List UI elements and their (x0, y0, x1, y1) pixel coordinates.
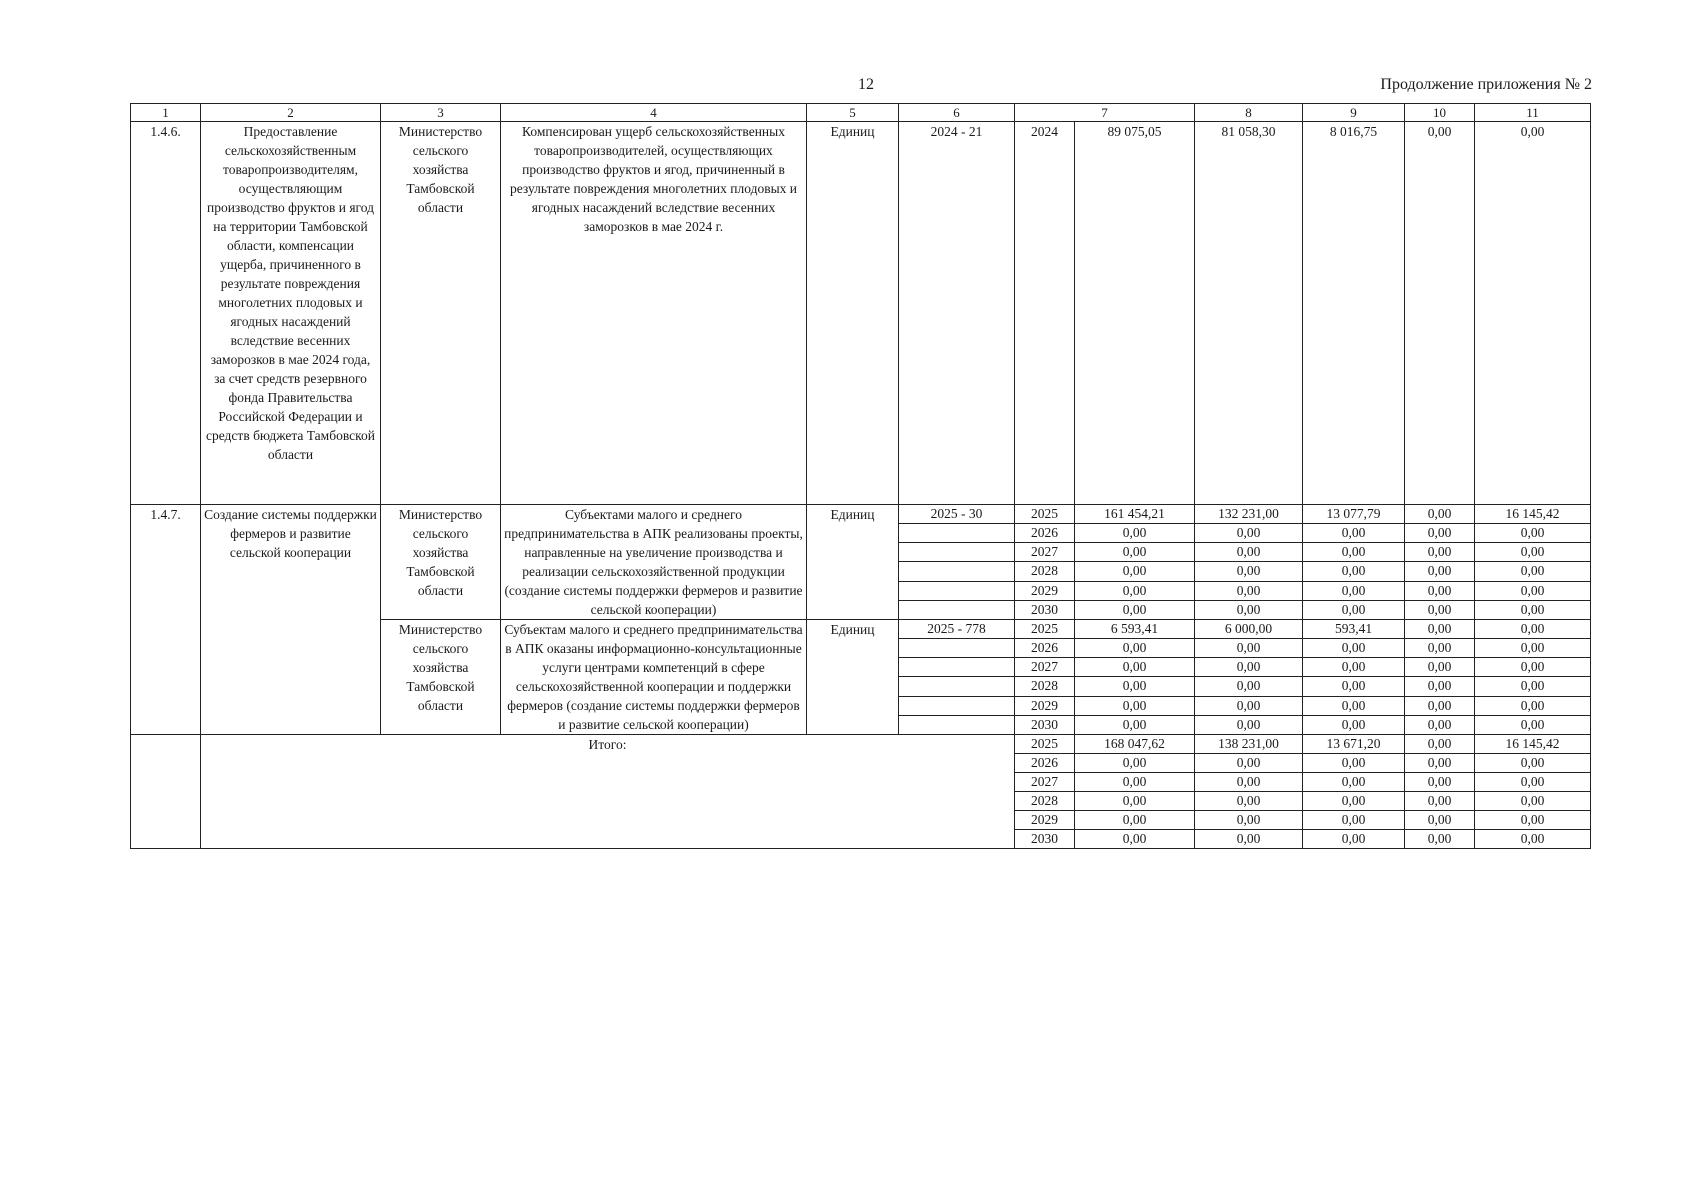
value-col-9: 0,00 (1303, 830, 1405, 849)
value-col-7: 0,00 (1075, 792, 1195, 811)
value-col-7: 0,00 (1075, 562, 1195, 581)
year-cell: 2025 (1015, 620, 1075, 639)
target-empty (899, 639, 1015, 658)
column-number-row (131, 104, 1591, 122)
col-header-7: 7 (1015, 104, 1195, 122)
value-col-10: 0,00 (1405, 830, 1475, 849)
measure-name: Создание системы поддержки фермеров и развитие сельской кооперации (201, 505, 381, 735)
value-col-7: 89 075,05 (1075, 122, 1195, 505)
value-col-7: 0,00 (1075, 773, 1195, 792)
col-header-2: 2 (201, 104, 381, 122)
value-col-11: 0,00 (1475, 620, 1591, 639)
year-cell: 2026 (1015, 524, 1075, 543)
value-col-7: 0,00 (1075, 811, 1195, 830)
value-col-11: 0,00 (1475, 811, 1591, 830)
value-col-9: 0,00 (1303, 677, 1405, 696)
value-col-8: 0,00 (1195, 581, 1303, 600)
target-value: 2025 - 778 (899, 620, 1015, 639)
value-col-10: 0,00 (1405, 620, 1475, 639)
value-col-8: 0,00 (1195, 524, 1303, 543)
appendix-table (130, 103, 1591, 849)
result-description: Субъектами малого и среднего предпринимательства в АПК реализованы проекты, направленные на увеличение производства и реализации сельскохозяйственной продукции (создание системы поддержки фермеров и развитие сельской кооперации) (501, 505, 807, 620)
row-code: 1.4.7. (131, 505, 201, 735)
value-col-8: 0,00 (1195, 696, 1303, 715)
unit: Единиц (807, 122, 899, 505)
col-header-3: 3 (381, 104, 501, 122)
value-col-11: 0,00 (1475, 830, 1591, 849)
value-col-9: 0,00 (1303, 581, 1405, 600)
value-col-8: 138 231,00 (1195, 735, 1303, 754)
value-col-9: 0,00 (1303, 696, 1405, 715)
value-col-10: 0,00 (1405, 792, 1475, 811)
value-col-9: 13 077,79 (1303, 505, 1405, 524)
value-col-10: 0,00 (1405, 600, 1475, 619)
value-col-10: 0,00 (1405, 524, 1475, 543)
value-col-10: 0,00 (1405, 562, 1475, 581)
year-cell: 2027 (1015, 543, 1075, 562)
value-col-8: 81 058,30 (1195, 122, 1303, 505)
value-col-10: 0,00 (1405, 811, 1475, 830)
year-cell: 2028 (1015, 677, 1075, 696)
unit: Единиц (807, 505, 899, 620)
value-col-11: 0,00 (1475, 639, 1591, 658)
target-empty (899, 562, 1015, 581)
value-col-8: 0,00 (1195, 754, 1303, 773)
target-empty (899, 658, 1015, 677)
value-col-8: 0,00 (1195, 600, 1303, 619)
value-col-9: 593,41 (1303, 620, 1405, 639)
value-col-7: 0,00 (1075, 543, 1195, 562)
value-col-7: 0,00 (1075, 658, 1195, 677)
year-cell: 2025 (1015, 505, 1075, 524)
value-col-9: 13 671,20 (1303, 735, 1405, 754)
value-col-7: 0,00 (1075, 677, 1195, 696)
value-col-8: 0,00 (1195, 830, 1303, 849)
executor: Министерство сельского хозяйства Тамбовской области (381, 122, 501, 505)
col-header-5: 5 (807, 104, 899, 122)
value-col-10: 0,00 (1405, 677, 1475, 696)
unit: Единиц (807, 620, 899, 735)
value-col-7: 168 047,62 (1075, 735, 1195, 754)
value-col-11: 0,00 (1475, 754, 1591, 773)
row-code: 1.4.6. (131, 122, 201, 505)
year-cell: 2029 (1015, 696, 1075, 715)
value-col-7: 0,00 (1075, 830, 1195, 849)
executor: Министерство сельского хозяйства Тамбовской области (381, 505, 501, 620)
value-col-8: 0,00 (1195, 562, 1303, 581)
value-col-9: 0,00 (1303, 524, 1405, 543)
target-empty (899, 696, 1015, 715)
year-cell: 2030 (1015, 830, 1075, 849)
value-col-11: 0,00 (1475, 696, 1591, 715)
col-header-10: 10 (1405, 104, 1475, 122)
value-col-7: 0,00 (1075, 524, 1195, 543)
value-col-8: 0,00 (1195, 677, 1303, 696)
result-description: Субъектам малого и среднего предпринимательства в АПК оказаны информационно-консультационные услуги центрами компетенций в сфере сельскохозяйственной кооперации и поддержки фермеров (создание системы поддержки фермеров и развитие сельской кооперации) (501, 620, 807, 735)
total-code-empty (131, 735, 201, 849)
value-col-8: 0,00 (1195, 658, 1303, 677)
total-label: Итого: (201, 735, 1015, 849)
value-col-10: 0,00 (1405, 581, 1475, 600)
col-header-1: 1 (131, 104, 201, 122)
value-col-10: 0,00 (1405, 715, 1475, 734)
value-col-11: 0,00 (1475, 562, 1591, 581)
table-row-1-4-6 (131, 122, 1591, 505)
value-col-8: 132 231,00 (1195, 505, 1303, 524)
appendix-continuation-label: Продолжение приложения № 2 (1380, 76, 1592, 93)
target-empty (899, 524, 1015, 543)
value-col-11: 0,00 (1475, 715, 1591, 734)
value-col-7: 0,00 (1075, 581, 1195, 600)
year-cell: 2028 (1015, 792, 1075, 811)
target-value: 2024 - 21 (899, 122, 1015, 505)
table-row-1-4-7-a (131, 505, 1591, 524)
target-empty (899, 581, 1015, 600)
value-col-7: 0,00 (1075, 600, 1195, 619)
col-header-9: 9 (1303, 104, 1405, 122)
value-col-9: 0,00 (1303, 658, 1405, 677)
value-col-10: 0,00 (1405, 773, 1475, 792)
value-col-11: 0,00 (1475, 122, 1591, 505)
value-col-9: 0,00 (1303, 773, 1405, 792)
target-empty (899, 715, 1015, 734)
year-cell: 2030 (1015, 600, 1075, 619)
value-col-11: 0,00 (1475, 524, 1591, 543)
value-col-8: 0,00 (1195, 715, 1303, 734)
page-number: 12 (858, 76, 874, 93)
value-col-11: 16 145,42 (1475, 735, 1591, 754)
col-header-4: 4 (501, 104, 807, 122)
value-col-10: 0,00 (1405, 543, 1475, 562)
table-row-total (131, 735, 1591, 754)
value-col-7: 0,00 (1075, 754, 1195, 773)
target-empty (899, 543, 1015, 562)
col-header-11: 11 (1475, 104, 1591, 122)
target-empty (899, 677, 1015, 696)
value-col-9: 0,00 (1303, 639, 1405, 658)
value-col-9: 0,00 (1303, 754, 1405, 773)
value-col-8: 0,00 (1195, 773, 1303, 792)
year-cell: 2027 (1015, 773, 1075, 792)
col-header-8: 8 (1195, 104, 1303, 122)
executor: Министерство сельского хозяйства Тамбовской области (381, 620, 501, 735)
value-col-11: 0,00 (1475, 543, 1591, 562)
value-col-7: 6 593,41 (1075, 620, 1195, 639)
value-col-9: 0,00 (1303, 715, 1405, 734)
value-col-10: 0,00 (1405, 505, 1475, 524)
value-col-11: 0,00 (1475, 677, 1591, 696)
value-col-8: 0,00 (1195, 792, 1303, 811)
value-col-9: 0,00 (1303, 562, 1405, 581)
value-col-7: 0,00 (1075, 715, 1195, 734)
value-col-9: 0,00 (1303, 543, 1405, 562)
value-col-10: 0,00 (1405, 639, 1475, 658)
value-col-9: 0,00 (1303, 811, 1405, 830)
measure-name: Предоставление сельскохозяйственным товаропроизводителям, осуществляющим производство фруктов и ягод на территории Тамбовской области, компенсации ущерба, причиненного в результате повреждения многолетних плодовых и ягодных насаждений вследствие весенних заморозков в мае 2024 года, за счет средств резервного фонда Правительства Российской Федерации и средств бюджета Тамбовской области (201, 122, 381, 505)
value-col-8: 0,00 (1195, 639, 1303, 658)
value-col-11: 0,00 (1475, 600, 1591, 619)
value-col-9: 0,00 (1303, 792, 1405, 811)
value-col-11: 0,00 (1475, 773, 1591, 792)
value-col-7: 0,00 (1075, 639, 1195, 658)
value-col-11: 0,00 (1475, 658, 1591, 677)
value-col-11: 0,00 (1475, 792, 1591, 811)
year-cell: 2026 (1015, 754, 1075, 773)
value-col-10: 0,00 (1405, 658, 1475, 677)
value-col-8: 0,00 (1195, 811, 1303, 830)
value-col-9: 8 016,75 (1303, 122, 1405, 505)
year-cell: 2028 (1015, 562, 1075, 581)
value-col-11: 16 145,42 (1475, 505, 1591, 524)
result-description: Компенсирован ущерб сельскохозяйственных товаропроизводителей, осуществляющих производство фруктов и ягод, причиненный в результате повреждения многолетних плодовых и ягодных насаждений вследствие весенних заморозков в мае 2024 г. (501, 122, 807, 505)
value-col-10: 0,00 (1405, 754, 1475, 773)
value-col-10: 0,00 (1405, 735, 1475, 754)
target-empty (899, 600, 1015, 619)
target-value: 2025 - 30 (899, 505, 1015, 524)
year-cell: 2027 (1015, 658, 1075, 677)
year-cell: 2025 (1015, 735, 1075, 754)
value-col-7: 161 454,21 (1075, 505, 1195, 524)
value-col-7: 0,00 (1075, 696, 1195, 715)
year-cell: 2029 (1015, 581, 1075, 600)
value-col-8: 0,00 (1195, 543, 1303, 562)
value-col-10: 0,00 (1405, 696, 1475, 715)
year-cell: 2030 (1015, 715, 1075, 734)
year-cell: 2029 (1015, 811, 1075, 830)
value-col-8: 6 000,00 (1195, 620, 1303, 639)
value-col-11: 0,00 (1475, 581, 1591, 600)
year-cell: 2024 (1015, 122, 1075, 505)
year-cell: 2026 (1015, 639, 1075, 658)
value-col-10: 0,00 (1405, 122, 1475, 505)
col-header-6: 6 (899, 104, 1015, 122)
value-col-9: 0,00 (1303, 600, 1405, 619)
